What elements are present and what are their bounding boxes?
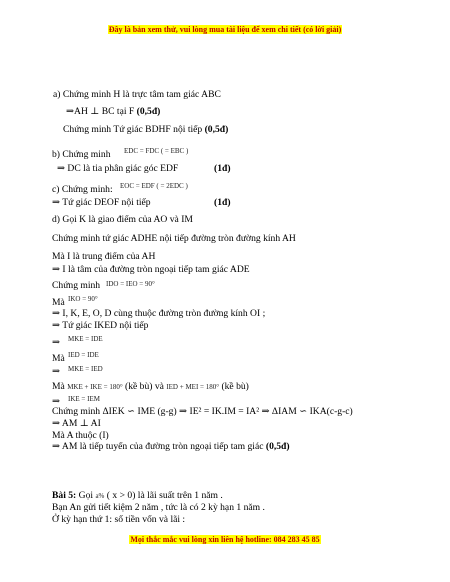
- line-part-d: d) Gọi K là giao điểm của AO và IM: [52, 214, 193, 225]
- text: ⇒ AM là tiếp tuyến của đường tròn ngoại tiếp tam giác: [52, 441, 266, 452]
- line-ma-supplementary: [52, 381, 249, 393]
- text: ( x > 0) là lãi suất trên 1 năm .: [104, 490, 223, 501]
- formula-iko: IKO = 90°: [68, 295, 98, 303]
- line-am-perp: ⇒ AM ⊥ AI: [52, 418, 101, 429]
- line-part-b: b) Chứng minh: [52, 149, 111, 160]
- line-implies-3: ⇒: [52, 396, 61, 407]
- text: (kề bù): [221, 381, 249, 392]
- line-part-a: a) Chứng minh H là trực tâm tam giác ABC: [53, 89, 221, 100]
- line-tangent: [52, 441, 290, 453]
- text: Mà: [52, 381, 65, 392]
- line-iked: ⇒ Tứ giác IKED nội tiếp: [52, 320, 149, 331]
- formula-ied-ide: IED = IDE: [68, 351, 99, 359]
- line-bdhf: [63, 124, 228, 136]
- problem-label: Bài 5:: [52, 490, 77, 501]
- line-i-midpoint: Mà I là trung điểm của AH: [52, 251, 156, 262]
- line-similar: Chứng minh ΔIEK ∽ IME (g-g) ⇒ IE² = IK.IM = IA² ⇒ ΔIAM ∽ IKA(c-g-c): [52, 406, 353, 417]
- line-concyclic: ⇒ I, K, E, O, D cùng thuộc đường tròn đường kính OI ;: [52, 308, 266, 319]
- score-c: (1đ): [214, 197, 231, 208]
- formula-ido: IDO = IEO = 90°: [106, 280, 155, 288]
- header-notice-text: Đây là bản xem thử, vui lòng mua tài liệu để xem chi tiết (có lời giải): [108, 25, 342, 34]
- line-prove-ido: Chứng minh: [52, 280, 101, 291]
- formula-c: EOC = EDF ( = 2EDC ): [120, 182, 188, 190]
- line-part-c: c) Chứng minh:: [52, 184, 113, 195]
- header-notice: [0, 25, 450, 34]
- text: (kề bù) và: [125, 381, 164, 392]
- line-ah-perp: [66, 106, 160, 118]
- score: (0,5đ): [136, 106, 161, 117]
- line-ma-iko: Mà: [52, 297, 65, 308]
- formula-ied-mei: IED + MEI = 180°: [166, 383, 220, 391]
- line-dc-bisector: ⇒ DC là tia phân giác góc EDF: [57, 163, 179, 174]
- line-implies-1: ⇒: [52, 337, 61, 348]
- formula-mke-ied: MKE = IED: [68, 365, 103, 373]
- formula-rate: a%: [95, 492, 105, 500]
- formula-mke-ike: MKE + IKE = 180°: [67, 383, 123, 391]
- line-ma-ied: Mà: [52, 353, 65, 364]
- line-i-center: ⇒ I là tâm của đường tròn ngoại tiếp tam giác ADE: [52, 264, 250, 275]
- line-two-terms: Bạn An gửi tiết kiệm 2 năm , tức là có 2 kỳ hạn 1 năm .: [52, 502, 265, 513]
- footer-notice: [0, 535, 450, 544]
- text: ⇒AH ⊥ BC tại F: [66, 106, 137, 117]
- score: (0,5đ): [204, 124, 229, 135]
- line-a-on-i: Mà A thuộc (I): [52, 430, 109, 441]
- text: Gọi: [76, 490, 96, 501]
- formula-ike-iem: IKE = IEM: [68, 395, 100, 403]
- line-adhe: Chứng minh tứ giác ADHE nội tiếp đường tròn đường kính AH: [52, 233, 296, 244]
- line-deof: ⇒ Tứ giác DEOF nội tiếp: [52, 197, 151, 208]
- text: Chứng minh Tứ giác BDHF nội tiếp: [63, 124, 205, 135]
- line-first-term: Ở kỳ hạn thứ 1: số tiền vốn và lãi :: [52, 514, 186, 525]
- formula-b: EDC = FDC ( = EBC ): [124, 147, 189, 155]
- line-implies-2: ⇒: [52, 366, 61, 377]
- score: (0,5đ): [265, 441, 290, 452]
- score-b: (1đ): [214, 163, 231, 174]
- footer-notice-text: Mọi thắc mắc vui lòng xin liên hệ hotline: 084 283 45 85: [130, 535, 320, 544]
- line-bai5: [52, 490, 223, 502]
- formula-mke-ide: MKE = IDE: [68, 335, 103, 343]
